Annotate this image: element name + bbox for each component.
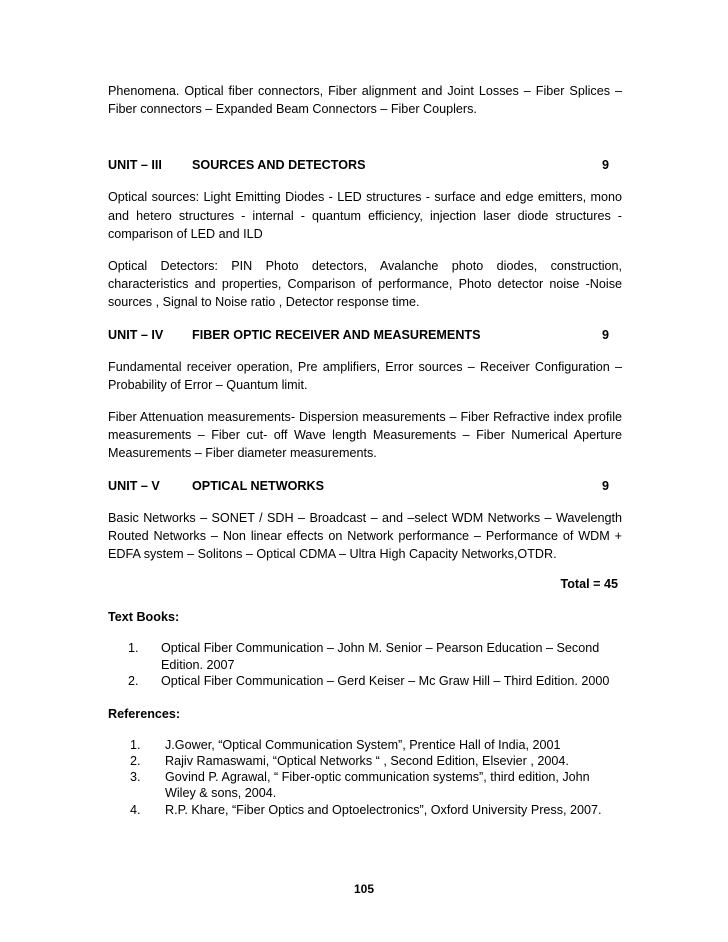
list-number: 2.	[128, 674, 139, 689]
unit-hours: 9	[602, 327, 610, 342]
unit-number: UNIT – V	[108, 478, 160, 493]
unit-3-heading	[108, 156, 622, 174]
unit-hours: 9	[602, 158, 610, 173]
list-number: 2.	[130, 753, 141, 768]
list-item	[130, 753, 622, 769]
list-text: Govind P. Agrawal, “ Fiber-optic communication systems”, third edition, John Wiley & sons, 2004.	[165, 770, 590, 801]
text-books-list	[108, 640, 622, 690]
document-page	[108, 82, 622, 818]
references-list	[108, 737, 622, 818]
unit-title: SOURCES AND DETECTORS	[192, 158, 366, 173]
list-number: 4.	[130, 802, 141, 817]
list-item	[130, 769, 622, 801]
unit-4-paragraph-2: Fiber Attenuation measurements- Dispersion measurements – Fiber Refractive index profile measurements – Fiber cut- off Wave length Measurements – Fiber Numerical Aperture Measurements – Fiber diameter measurements.	[108, 410, 622, 461]
list-text: Rajiv Ramaswami, “Optical Networks “ , Second Edition, Elsevier , 2004.	[165, 753, 569, 768]
list-item	[130, 802, 622, 818]
unit-5-heading	[108, 477, 622, 495]
unit-4-heading	[108, 326, 622, 344]
list-text: R.P. Khare, “Fiber Optics and Optoelectronics”, Oxford University Press, 2007.	[165, 802, 602, 817]
unit-title: FIBER OPTIC RECEIVER AND MEASUREMENTS	[192, 327, 481, 342]
list-item	[130, 737, 622, 753]
unit-hours: 9	[602, 478, 610, 493]
list-number: 3.	[130, 770, 141, 785]
list-item	[128, 673, 622, 690]
list-number: 1.	[130, 737, 141, 752]
list-item	[128, 640, 622, 673]
unit-3-paragraph-2: Optical Detectors: PIN Photo detectors, Avalanche photo diodes, construction, characteristics and properties, Comparison of performance, Photo detector noise -Noise sources , Signal to Noise ratio , Detector response time.	[108, 259, 622, 310]
list-text: J.Gower, “Optical Communication System”, Prentice Hall of India, 2001	[165, 737, 561, 752]
text-books-heading: Text Books:	[108, 610, 180, 625]
unit-number: UNIT – III	[108, 158, 162, 173]
references-heading: References:	[108, 706, 181, 721]
unit-title: OPTICAL NETWORKS	[192, 478, 325, 493]
list-text: Optical Fiber Communication – John M. Senior – Pearson Education – Second Edition. 2007	[161, 641, 600, 672]
list-text: Optical Fiber Communication – Gerd Keiser – Mc Graw Hill – Third Edition. 2000	[161, 674, 610, 689]
page-number: 105	[353, 882, 375, 896]
unit-3-paragraph-1: Optical sources: Light Emitting Diodes - LED structures - surface and edge emitters, mono and hetero structures - internal - quantum efficiency, injection laser diode structures - comparison of LED and ILD	[108, 190, 622, 241]
unit-number: UNIT – IV	[108, 327, 164, 342]
list-number: 1.	[128, 641, 139, 656]
total-hours: Total = 45	[560, 577, 618, 592]
intro-paragraph: Phenomena. Optical fiber connectors, Fiber alignment and Joint Losses – Fiber Splices – Fiber connectors – Expanded Beam Connectors – Fiber Couplers.	[108, 84, 622, 117]
unit-4-paragraph-1: Fundamental receiver operation, Pre amplifiers, Error sources – Receiver Configuration – Probability of Error – Quantum limit.	[108, 359, 622, 392]
unit-5-paragraph-1: Basic Networks – SONET / SDH – Broadcast – and –select WDM Networks – Wavelength Routed Networks – Non linear effects on Network performance – Performance of WDM + EDFA system – Solitons – Optical CDMA – Ultra High Capacity Networks,OTDR.	[108, 510, 622, 562]
